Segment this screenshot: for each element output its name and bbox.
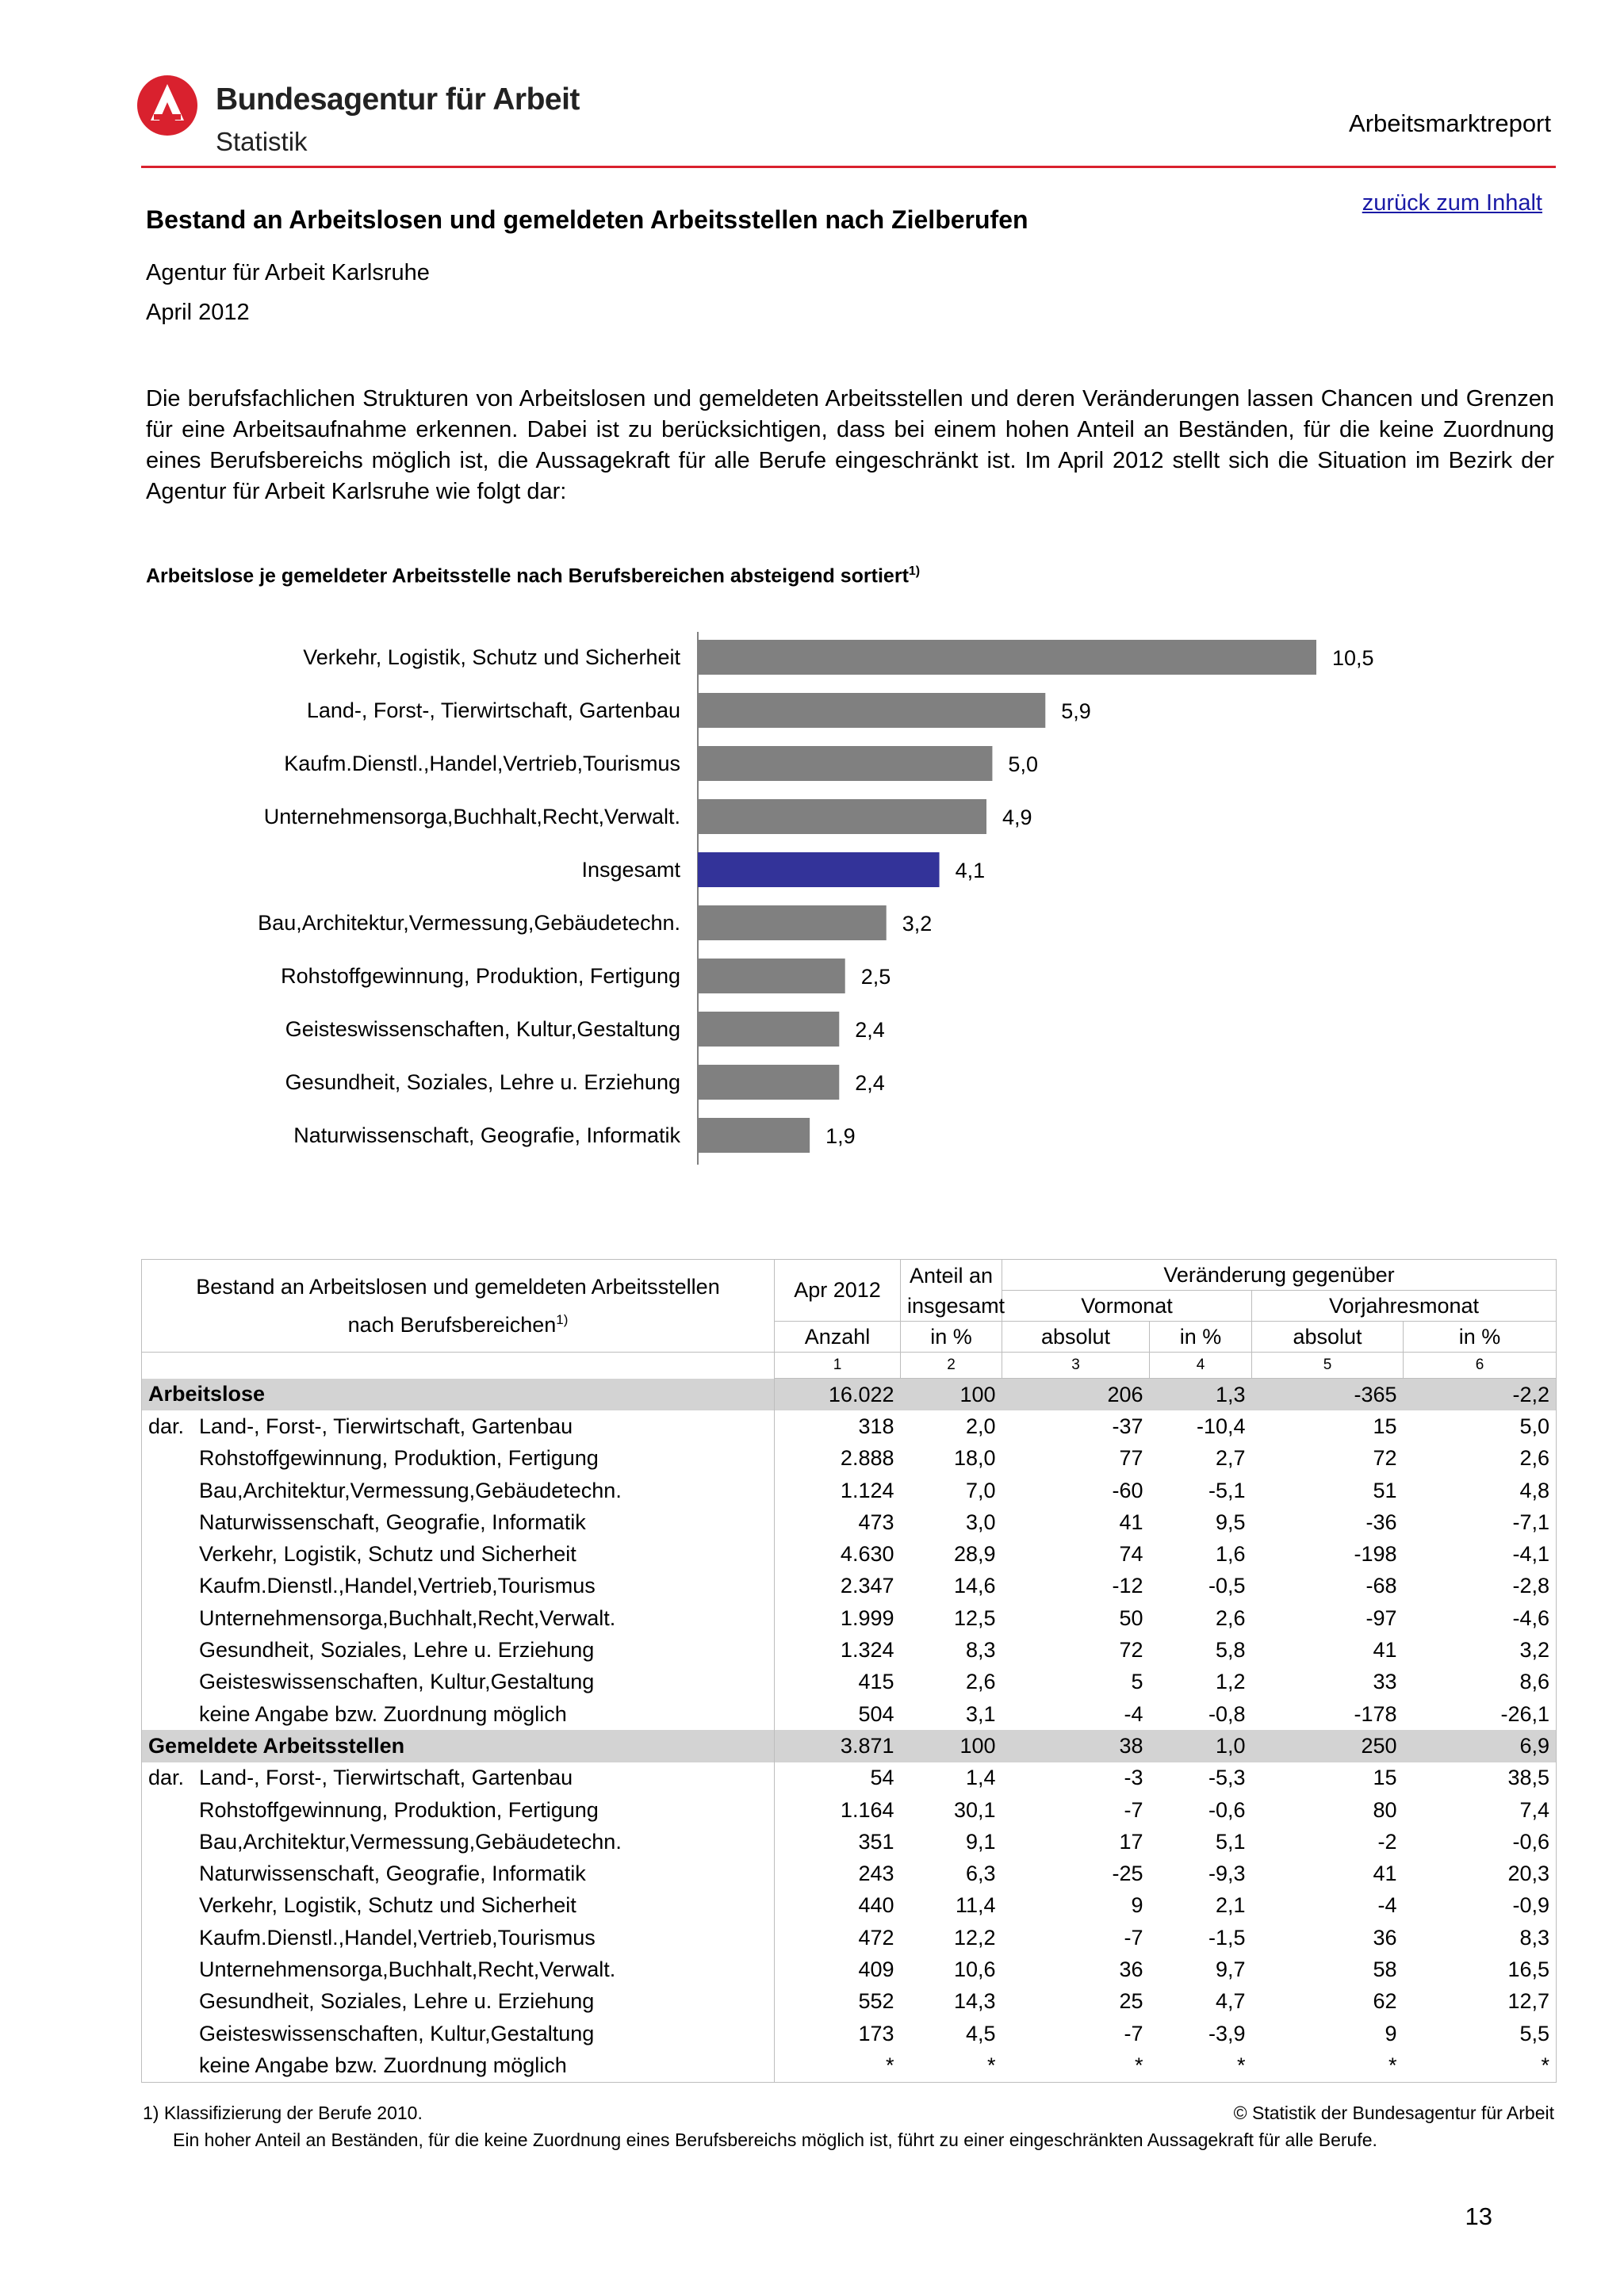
row-label: Kaufm.Dienstl.,Handel,Vertrieb,Tourismus: [199, 1574, 596, 1598]
table-cell: 472: [775, 1922, 901, 1954]
table-cell: -1,5: [1208, 1925, 1246, 1950]
table-cell: 1.124: [775, 1475, 901, 1506]
category-label: Verkehr, Logistik, Schutz und Sicherheit: [303, 645, 680, 669]
bar: [698, 1065, 839, 1100]
section-total-row: [142, 1730, 1557, 1762]
value-label: 4,9: [1002, 806, 1032, 829]
org-name: Bundesagentur für Arbeit: [216, 82, 580, 117]
table-cell: 440: [775, 1890, 901, 1922]
table-cell: 62: [1373, 1989, 1397, 2014]
table-cell: 12,2: [953, 1925, 996, 1950]
table-cell: 409: [775, 1954, 901, 1985]
table-row: [142, 1602, 1557, 1634]
table-cell: 8,3: [1404, 1922, 1557, 1954]
row-label: Unternehmensorga,Buchhalt,Recht,Verwalt.: [199, 1605, 616, 1630]
unit-abs-vorjahr: absolut: [1252, 1322, 1404, 1353]
value-label: 1,9: [825, 1124, 856, 1148]
section-total-cell: 16.022: [775, 1379, 901, 1411]
header-divider: [141, 166, 1556, 168]
footnote-note: Ein hoher Anteil an Beständen, für die keine Zuordnung eines Berufsbereichs möglich ist, führt zu einer eingeschränkten Aussagekraft für alle Berufe.: [173, 2130, 1377, 2150]
table-cell: -26,1: [1404, 1698, 1557, 1730]
table-cell: 51: [1373, 1478, 1397, 1502]
unit-pct-vorjahr: in %: [1404, 1322, 1557, 1353]
row-label-cell: [142, 1571, 775, 1602]
table-row: [142, 1443, 1557, 1475]
section-total-cell: 1,3: [1150, 1379, 1252, 1411]
row-label-cell: [142, 1410, 775, 1442]
table-cell: 12,5: [953, 1605, 996, 1630]
table-cell: -5,1: [1208, 1478, 1246, 1502]
unit-pct-vormonat: in %: [1150, 1322, 1252, 1353]
table-cell: -7: [1124, 1797, 1143, 1822]
table-cell: 3,2: [1404, 1634, 1557, 1666]
data-table-container: [141, 1259, 1556, 2083]
table-cell: 12,7: [1404, 1986, 1557, 2018]
table-row: [142, 1667, 1557, 1698]
row-label-cell: [142, 1667, 775, 1698]
table-cell: -25: [1112, 1862, 1143, 1886]
table-cell: -3: [1124, 1766, 1143, 1790]
table-cell: *: [901, 2049, 1002, 2082]
table-row: [142, 1410, 1557, 1442]
category-label: Naturwissenschaft, Geografie, Informatik: [293, 1123, 680, 1147]
section-total-cell: 1,0: [1150, 1730, 1252, 1762]
category-label: Insgesamt: [581, 858, 680, 882]
table-cell: 7,4: [1404, 1794, 1557, 1826]
bar: [698, 746, 992, 781]
category-label: Land-, Forst-, Tierwirtschaft, Gartenbau: [306, 698, 680, 722]
table-cell: 2.347: [775, 1571, 901, 1602]
page-number: 13: [1465, 2202, 1492, 2230]
table-cell: -0,5: [1208, 1574, 1246, 1598]
table-cell: 4,8: [1404, 1475, 1557, 1506]
table-cell: 41: [1373, 1638, 1397, 1663]
table-cell: 9,7: [1215, 1957, 1246, 1981]
category-label: Geisteswissenschaften, Kultur,Gestaltung: [285, 1017, 680, 1041]
table-cell: 28,9: [953, 1542, 996, 1567]
row-label-cell: [142, 1890, 775, 1922]
table-cell: 5: [1131, 1670, 1143, 1694]
table-cell: 1.999: [775, 1602, 901, 1634]
bar: [698, 1012, 839, 1047]
table-row: [142, 1538, 1557, 1570]
table-cell: 504: [775, 1698, 901, 1730]
table-row: [142, 1794, 1557, 1826]
unit-abs: absolut: [1002, 1322, 1150, 1353]
page-title: Bestand an Arbeitslosen und gemeldeten Arbeitsstellen nach Zielberufen: [146, 205, 1028, 234]
table-cell: -36: [1365, 1510, 1397, 1534]
bar: [698, 905, 887, 940]
col-num: 3: [1002, 1353, 1150, 1379]
value-label: 5,9: [1061, 699, 1091, 723]
table-cell: -4: [1377, 1893, 1397, 1918]
table-cell: 351: [775, 1826, 901, 1858]
table-cell: -0,6: [1404, 1826, 1557, 1858]
table-cell: 2,6: [1215, 1605, 1246, 1630]
table-cell: 2,7: [1215, 1446, 1246, 1471]
table-cell: -37: [1112, 1414, 1143, 1438]
category-label: Bau,Architektur,Vermessung,Gebäudetechn.: [258, 911, 680, 935]
section-total-cell: 38: [1002, 1730, 1150, 1762]
table-cell: 5,1: [1215, 1829, 1246, 1854]
table-cell: 2,6: [965, 1670, 996, 1694]
table-cell: 58: [1373, 1957, 1397, 1981]
table-cell: 473: [775, 1506, 901, 1538]
col-change-header: Veränderung gegenüber: [1002, 1260, 1557, 1291]
table-cell: 72: [1119, 1638, 1143, 1663]
table-cell: 77: [1119, 1446, 1143, 1471]
table-cell: 15: [1373, 1414, 1397, 1438]
row-label-cell: [142, 1986, 775, 2018]
table-cell: 8,6: [1404, 1667, 1557, 1698]
table-cell: 50: [1119, 1605, 1143, 1630]
table-cell: 20,3: [1404, 1858, 1557, 1889]
col-num: 6: [1404, 1353, 1557, 1379]
row-label: Bau,Architektur,Vermessung,Gebäudetechn.: [199, 1829, 622, 1854]
table-cell: 6,3: [965, 1862, 996, 1886]
table-cell: 3,0: [965, 1510, 996, 1534]
table-cell: 173: [775, 2018, 901, 2049]
row-label-cell: [142, 1602, 775, 1634]
unit-pct: in %: [901, 1322, 1002, 1353]
table-cell: -198: [1354, 1542, 1397, 1567]
row-label: Rohstoffgewinnung, Produktion, Fertigung: [199, 1797, 599, 1822]
row-label-cell: [142, 1634, 775, 1666]
table-cell: 16,5: [1404, 1954, 1557, 1985]
table-cell: 4.630: [775, 1538, 901, 1570]
table-cell: 74: [1119, 1542, 1143, 1567]
table-row: [142, 2049, 1557, 2082]
table-cell: -178: [1354, 1701, 1397, 1726]
table-row: [142, 1634, 1557, 1666]
table-cell: 5,0: [1404, 1410, 1557, 1442]
table-cell: 15: [1373, 1766, 1397, 1790]
section-title: Gemeldete Arbeitsstellen: [142, 1730, 775, 1762]
table-cell: -0,6: [1208, 1797, 1246, 1822]
table-row: [142, 1698, 1557, 1730]
table-cell: 10,6: [953, 1957, 996, 1981]
table-cell: 9: [1131, 1893, 1143, 1918]
table-cell: *: [1002, 2049, 1150, 2082]
row-prefix: dar.: [148, 1414, 185, 1438]
table-cell: 30,1: [953, 1797, 996, 1822]
table-cell: *: [775, 2049, 901, 2082]
table-cell: -4: [1124, 1701, 1143, 1726]
row-label: Rohstoffgewinnung, Produktion, Fertigung: [199, 1446, 599, 1471]
bar: [698, 640, 1316, 675]
table-cell: -0,8: [1208, 1701, 1246, 1726]
table-cell: 33: [1373, 1670, 1397, 1694]
row-label: keine Angabe bzw. Zuordnung möglich: [199, 2053, 567, 2077]
row-label-cell: [142, 2018, 775, 2049]
table-cell: -10,4: [1196, 1414, 1246, 1438]
col-apr-header: Apr 2012: [775, 1260, 901, 1322]
row-label: keine Angabe bzw. Zuordnung möglich: [199, 1701, 567, 1726]
value-label: 2,5: [860, 965, 891, 989]
table-cell: -60: [1112, 1478, 1143, 1502]
row-label-cell: [142, 1698, 775, 1730]
category-label: Rohstoffgewinnung, Produktion, Fertigung: [281, 964, 680, 988]
report-date: April 2012: [146, 300, 250, 325]
row-label: Naturwissenschaft, Geografie, Informatik: [199, 1510, 586, 1534]
row-label: Gesundheit, Soziales, Lehre u. Erziehung: [199, 1638, 595, 1663]
table-cell: 8,3: [965, 1638, 996, 1663]
table-cell: 18,0: [953, 1446, 996, 1471]
col-anteil-line2: insgesamt: [907, 1293, 1005, 1318]
table-cell: 5,8: [1215, 1638, 1246, 1663]
table-row: [142, 1858, 1557, 1889]
agency-name: Agentur für Arbeit Karlsruhe: [146, 260, 430, 285]
table-cell: 243: [775, 1858, 901, 1889]
table-cell: 4,7: [1215, 1989, 1246, 2014]
row-label: Bau,Architektur,Vermessung,Gebäudetechn.: [199, 1478, 622, 1502]
row-label-header-line1: Bestand an Arbeitslosen und gemeldeten Arbeitsstellen: [196, 1275, 720, 1299]
table-row: [142, 1986, 1557, 2018]
footnote-classification: 1) Klassifizierung der Berufe 2010.: [143, 2103, 423, 2123]
row-label: Gesundheit, Soziales, Lehre u. Erziehung: [199, 1989, 595, 2014]
row-label: Verkehr, Logistik, Schutz und Sicherheit: [199, 1893, 576, 1918]
chart-title-footnote: 1): [908, 564, 921, 578]
row-label-cell: [142, 1443, 775, 1475]
table-row: [142, 2018, 1557, 2049]
row-label-cell: [142, 1475, 775, 1506]
bar: [698, 693, 1045, 728]
table-cell: 54: [775, 1762, 901, 1794]
table-row: [142, 1826, 1557, 1858]
table-cell: 4,5: [965, 2021, 996, 2045]
section-total-cell: -365: [1252, 1379, 1404, 1411]
section-total-cell: 250: [1252, 1730, 1404, 1762]
bar: [698, 852, 940, 887]
table-cell: 11,4: [955, 1893, 996, 1918]
ba-logo-icon: [136, 75, 198, 136]
chart-title: [146, 564, 920, 587]
row-label: Unternehmensorga,Buchhalt,Recht,Verwalt.: [199, 1957, 616, 1981]
table-cell: -3,9: [1208, 2021, 1246, 2045]
table-cell: 1.164: [775, 1794, 901, 1826]
table-cell: 5,5: [1404, 2018, 1557, 2049]
col-num: 5: [1252, 1353, 1404, 1379]
col-anteil-line1: Anteil an: [909, 1263, 994, 1288]
section-total-cell: 6,9: [1404, 1730, 1557, 1762]
row-label-cell: [142, 1762, 775, 1794]
table-cell: *: [1150, 2049, 1252, 2082]
table-cell: 36: [1373, 1925, 1397, 1950]
copyright-notice: © Statistik der Bundesagentur für Arbeit: [1233, 2103, 1554, 2123]
table-cell: 3,1: [965, 1701, 996, 1726]
col-vorjahr-header: Vorjahresmonat: [1252, 1291, 1557, 1322]
table-cell: 41: [1373, 1862, 1397, 1886]
table-cell: -9,3: [1208, 1862, 1246, 1886]
table-body: [142, 1379, 1557, 2083]
table-cell: 1,2: [1215, 1670, 1246, 1694]
col-vormonat-header: Vormonat: [1002, 1291, 1252, 1322]
table-row: [142, 1922, 1557, 1954]
table-cell: 7,0: [965, 1478, 996, 1502]
intro-paragraph: Die berufsfachlichen Strukturen von Arbeitslosen und gemeldeten Arbeitsstellen und deren Veränderungen lassen Chancen und Grenzen für eine Arbeitsaufnahme erkennen. Dabei ist zu berücksichtigen, dass bei einem hohen Anteil an Beständen, für die keine Zuordnung eines Berufsbereichs möglich ist, die Aussagekraft für alle Berufe eingeschränkt ist. Im April 2012 stellt sich die Situation im Bezirk der Agentur für Arbeit Karlsruhe wie folgt dar:: [146, 386, 1554, 504]
section-total-cell: 3.871: [775, 1730, 901, 1762]
table-cell: 9,1: [965, 1829, 996, 1854]
table-cell: 415: [775, 1667, 901, 1698]
value-label: 4,1: [955, 859, 986, 882]
back-to-contents-link[interactable]: zurück zum Inhalt: [1362, 190, 1542, 216]
bar: [698, 799, 986, 834]
table-row: [142, 1506, 1557, 1538]
table-cell: -68: [1365, 1574, 1397, 1598]
col-num: 4: [1150, 1353, 1252, 1379]
row-label-cell: [142, 1826, 775, 1858]
table-cell: 80: [1373, 1797, 1397, 1822]
value-label: 5,0: [1008, 752, 1038, 776]
table-cell: -2: [1377, 1829, 1397, 1854]
row-label-footnote: 1): [556, 1312, 569, 1327]
unit-anzahl: Anzahl: [775, 1322, 901, 1353]
table-cell: -7,1: [1404, 1506, 1557, 1538]
table-cell: *: [1252, 2049, 1404, 2082]
row-label: Kaufm.Dienstl.,Handel,Vertrieb,Tourismus: [199, 1925, 596, 1950]
table-cell: -97: [1365, 1605, 1397, 1630]
section-total-cell: 100: [901, 1379, 1002, 1411]
table-cell: 38,5: [1404, 1762, 1557, 1794]
table-cell: 9: [1385, 2021, 1397, 2045]
table-cell: -4,1: [1404, 1538, 1557, 1570]
row-label: Geisteswissenschaften, Kultur,Gestaltung: [199, 2021, 595, 2045]
num-row-spacer: [142, 1353, 775, 1379]
col-anteil-header: [901, 1260, 1005, 1322]
value-label: 10,5: [1332, 646, 1374, 670]
table-cell: *: [1404, 2049, 1557, 2082]
row-label-cell: [142, 1922, 775, 1954]
table-row: [142, 1954, 1557, 1985]
bar: [698, 959, 845, 993]
table-cell: 17: [1119, 1829, 1143, 1854]
row-label: Verkehr, Logistik, Schutz und Sicherheit: [199, 1542, 576, 1567]
section-total-row: [142, 1379, 1557, 1411]
col-num: 2: [901, 1353, 1002, 1379]
category-label: Gesundheit, Soziales, Lehre u. Erziehung: [285, 1070, 680, 1094]
table-cell: 14,6: [953, 1574, 996, 1598]
row-label-cell: [142, 1506, 775, 1538]
section-total-cell: -2,2: [1404, 1379, 1557, 1411]
row-label-cell: [142, 1538, 775, 1570]
table-cell: 41: [1119, 1510, 1143, 1534]
table-cell: 1,6: [1215, 1542, 1246, 1567]
table-cell: 25: [1119, 1989, 1143, 2014]
table-cell: 1,4: [965, 1766, 996, 1790]
value-label: 2,4: [855, 1018, 885, 1042]
table-cell: 1.324: [775, 1634, 901, 1666]
table-row: [142, 1571, 1557, 1602]
row-label: Naturwissenschaft, Geografie, Informatik: [199, 1862, 586, 1886]
table-row: [142, 1890, 1557, 1922]
table-cell: 72: [1373, 1446, 1397, 1471]
table-cell: -5,3: [1208, 1766, 1246, 1790]
table-cell: 2,1: [1215, 1893, 1246, 1918]
row-label-header-line2: nach Berufsbereichen: [347, 1313, 557, 1337]
row-label-cell: [142, 2049, 775, 2082]
section-total-cell: 206: [1002, 1379, 1150, 1411]
bar-chart: [0, 618, 1624, 1173]
org-subtitle: Statistik: [216, 127, 308, 156]
table-cell: 14,3: [953, 1989, 996, 2014]
row-label: Land-, Forst-, Tierwirtschaft, Gartenbau: [199, 1414, 573, 1438]
table-cell: 2,0: [965, 1414, 996, 1438]
section-title: Arbeitslose: [142, 1379, 775, 1411]
table-cell: -12: [1112, 1574, 1143, 1598]
chart-title-text: Arbeitslose je gemeldeter Arbeitsstelle nach Berufsbereichen absteigend sortiert: [146, 564, 909, 587]
table-cell: -7: [1124, 2021, 1143, 2045]
table-cell: 552: [775, 1986, 901, 2018]
row-label-cell: [142, 1794, 775, 1826]
value-label: 3,2: [902, 912, 933, 936]
table-row: [142, 1475, 1557, 1506]
row-label-cell: [142, 1954, 775, 1985]
row-label: Land-, Forst-, Tierwirtschaft, Gartenbau: [199, 1766, 573, 1790]
table-cell: 318: [775, 1410, 901, 1442]
row-label-cell: [142, 1858, 775, 1889]
table-cell: -2,8: [1404, 1571, 1557, 1602]
table-cell: -0,9: [1404, 1890, 1557, 1922]
row-label-header: [142, 1260, 775, 1353]
data-table: [141, 1259, 1557, 2083]
section-total-cell: 100: [901, 1730, 1002, 1762]
report-label: Arbeitsmarktreport: [1349, 109, 1551, 137]
value-label: 2,4: [855, 1071, 885, 1095]
table-cell: 2,6: [1404, 1443, 1557, 1475]
table-cell: 9,5: [1215, 1510, 1246, 1534]
table-cell: 2.888: [775, 1443, 901, 1475]
table-cell: 36: [1119, 1957, 1143, 1981]
row-prefix: dar.: [148, 1766, 185, 1790]
bar: [698, 1118, 810, 1153]
category-label: Kaufm.Dienstl.,Handel,Vertrieb,Tourismus: [284, 752, 680, 775]
table-row: [142, 1762, 1557, 1794]
table-cell: -4,6: [1404, 1602, 1557, 1634]
table-cell: -7: [1124, 1925, 1143, 1950]
col-num: 1: [775, 1353, 901, 1379]
row-label: Geisteswissenschaften, Kultur,Gestaltung: [199, 1670, 595, 1694]
category-label: Unternehmensorga,Buchhalt,Recht,Verwalt.: [263, 805, 680, 828]
